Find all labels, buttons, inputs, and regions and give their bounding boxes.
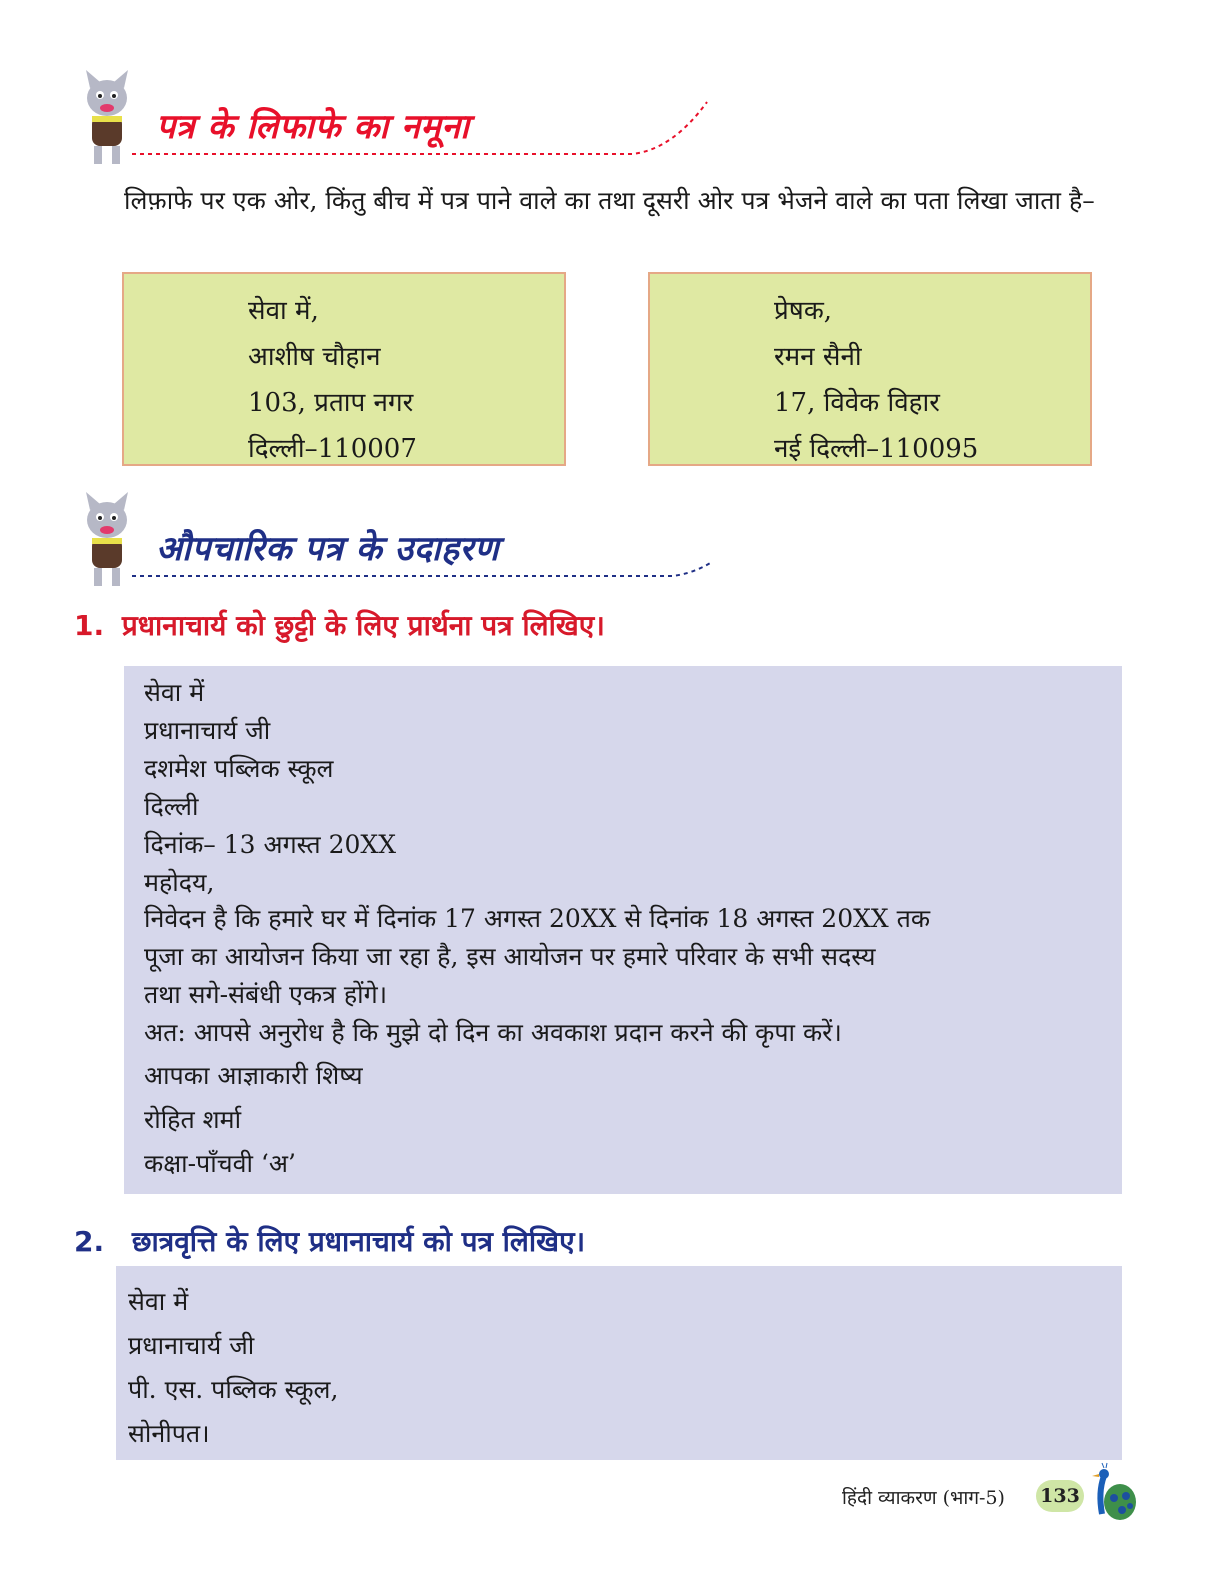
address-line: 17, विवेक विहार [774,388,940,418]
question-number: 1. [74,609,105,642]
letter-line: सेवा में [128,1287,189,1316]
recipient-address-box [122,272,566,466]
letter-1-body [144,900,930,1052]
address-line: नई दिल्ली–110095 [774,434,979,464]
letter-line: तथा सगे-संबंधी एकत्र होंगे। [144,980,388,1009]
letter-line: अत: आपसे अनुरोध है कि मुझे दो दिन का अवकाश प्रदान करने की कृपा करें। [144,1018,842,1047]
letter-line: प्रधानाचार्य जी [128,1331,255,1360]
peacock-icon [1088,1462,1138,1524]
envelope-intro: लिफ़ाफे पर एक ओर, किंतु बीच में पत्र पाने वाले का तथा दूसरी ओर पत्र भेजने वाले का पता लिखा जाता है– [124,186,1095,215]
question-1 [74,606,605,644]
letter-1-closing [144,1054,363,1186]
question-2 [74,1222,585,1260]
letter-line: निवेदन है कि हमारे घर में दिनांक 17 अगस्त 20XX से दिनांक 18 अगस्त 20XX तक [144,904,931,933]
letter-line: महोदय, [144,868,215,897]
address-line: रमन सैनी [774,342,862,372]
address-line: दिल्ली–110007 [248,434,417,464]
letter-line: दशमेश पब्लिक स्कूल [144,754,334,783]
address-line: आशीष चौहान [248,342,381,372]
page-number: 133 [1036,1480,1084,1512]
section-title: पत्र के लिफाफे का नमूना [156,107,470,147]
section-heading-envelope [72,68,712,168]
letter-line: आपका आज्ञाकारी शिष्य [144,1061,363,1090]
letter-line: पी. एस. पब्लिक स्कूल, [128,1375,339,1404]
letter-1-header [144,674,396,902]
question-text: प्रधानाचार्य को छुट्टी के लिए प्रार्थना पत्र लिखिए। [121,609,605,642]
section-title: औपचारिक पत्र के उदाहरण [156,529,500,569]
letter-line: प्रधानाचार्य जी [144,716,271,745]
letter-1-box [124,666,1122,1194]
sender-lines [774,288,978,472]
letter-line: दिल्ली [144,792,199,821]
letter-line: दिनांक– 13 अगस्त 20XX [144,830,397,859]
question-text: छात्रवृत्ति के लिए प्रधानाचार्य को पत्र लिखिए। [131,1225,586,1258]
sender-address-box [648,272,1092,466]
recipient-lines [248,288,417,472]
question-number: 2. [74,1225,105,1258]
letter-line: पूजा का आयोजन किया जा रहा है, इस आयोजन पर हमारे परिवार के सभी सदस्य [144,942,876,971]
book-title: हिंदी व्याकरण (भाग-5) [842,1487,1005,1509]
letter-2-header [128,1280,338,1456]
letter-line: कक्षा-पाँचवी ‘अ’ [144,1149,296,1178]
letter-line: रोहित शर्मा [144,1105,242,1134]
address-line: सेवा में, [248,296,319,326]
letter-2-box [116,1266,1122,1460]
section-heading-examples [72,490,712,590]
address-line: 103, प्रताप नगर [248,388,414,418]
letter-line: सेवा में [144,678,205,707]
address-line: प्रेषक, [774,296,833,326]
letter-line: सोनीपत। [128,1419,210,1448]
